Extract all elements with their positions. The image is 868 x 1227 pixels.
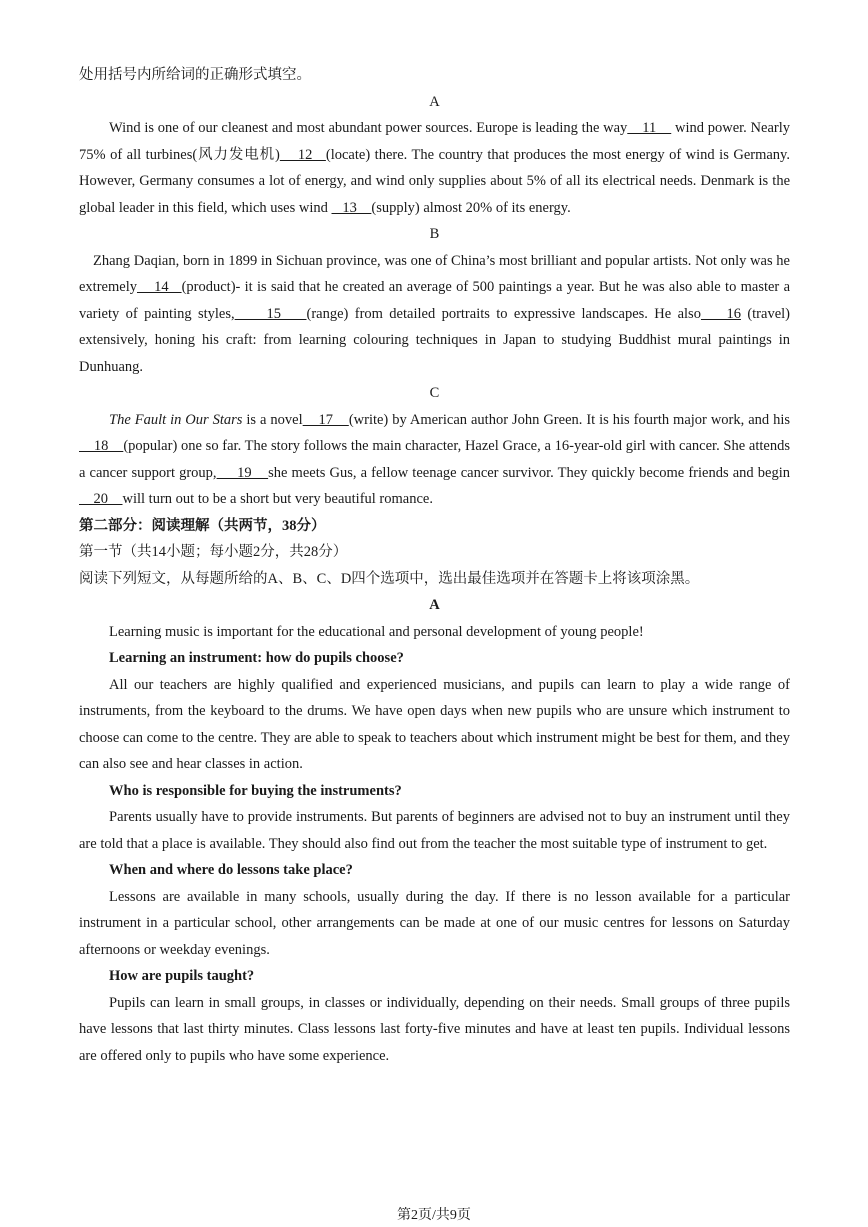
passage-b-text <box>79 248 790 381</box>
passage-c-text-2: (write) by American author John Green. It is his fourth major work, and his <box>348 411 791 428</box>
passage-b-label: B <box>429 226 440 242</box>
passage-c-text-4: she meets Gus, a fellow teenage cancer survivor. They quickly become friends and begin <box>268 464 791 481</box>
passage-b-text-4: (travel) extensively, honing his craft: from learning colouring techniques in Japan to studying Buddhist mural paintings in Dunhuang. <box>79 305 790 375</box>
part-2-heading: 第二部分：阅读理解（共两节，38分） <box>79 517 326 534</box>
reading-answer-4: Pupils can learn in small groups, in classes or individually, depending on their needs. Small groups of three pupils have lessons that last thirty minutes. Class lessons last forty-five minutes and have at least ten pupils. Individual lessons are offered only to pupils who have some experience. <box>79 994 790 1064</box>
passage-a-text-4: (supply) almost 20% of its energy. <box>371 199 571 216</box>
passage-c-text-3: (popular) one so far. The story follows the main character, Hazel Grace, a 16-year-old girl with cancer. She attends a cancer support group, <box>79 438 790 481</box>
blank-20[interactable]: 20 <box>79 491 123 507</box>
passage-b-text-2: (product)- it is said that he created an average of 500 paintings a year. But he was also able to master a variety of painting styles, <box>79 279 790 322</box>
passage-a-label: A <box>429 93 440 110</box>
blank-13[interactable]: 13 <box>331 199 372 216</box>
reading-question-1: Learning an instrument: how do pupils choose? <box>109 650 404 666</box>
reading-answer-1: All our teachers are highly qualified and experienced musicians, and pupils can learn to play a wide range of instruments, from the keyboard to the drums. We have open days when new pupils who are unsure which instrument to choose can come to the centre. They are able to speak to teachers about which instrument might be best for them, and they can also see and hear classes in action. <box>79 676 790 772</box>
fill-in-instruction: 处用括号内所给词的正确形式填空。 <box>79 67 311 83</box>
reading-passage-a-label: A <box>429 597 440 613</box>
page-content <box>79 62 790 1069</box>
reading-question-3: When and where do lessons take place? <box>109 862 353 878</box>
passage-c-text-1: is a novel <box>242 411 303 428</box>
passage-a-text-2: wind power. Nearly 75% of all turbines(风力发电机) <box>79 120 790 163</box>
passage-b-text-1: Zhang Daqian, born in 1899 in Sichuan province, was one of China’s most brilliant and popular artists. Not only was he extremely <box>79 252 790 295</box>
blank-14[interactable]: 14 <box>136 279 182 295</box>
passage-a-text-1: Wind is one of our cleanest and most abundant power sources. Europe is leading the way <box>109 120 628 136</box>
passage-c-text-5: will turn out to be a short but very beautiful romance. <box>122 491 433 507</box>
reading-question-4: How are pupils taught? <box>109 968 255 984</box>
page-number: 第2页/共9页 <box>397 1208 471 1223</box>
blank-17[interactable]: 17 <box>302 411 349 428</box>
reading-instruction: 阅读下列短文，从每题所给的A、B、C、D四个选项中，选出最佳选项并在答题卡上将该项涂黑。 <box>79 570 700 587</box>
passage-c-label: C <box>429 385 440 401</box>
blank-11[interactable]: 11 <box>627 120 672 136</box>
blank-18[interactable]: 18 <box>79 438 124 454</box>
blank-16[interactable]: 16 <box>700 305 741 322</box>
passage-a-text <box>79 115 790 221</box>
blank-12[interactable]: 12 <box>279 146 326 163</box>
blank-19[interactable]: 19 <box>216 464 269 481</box>
reading-question-2: Who is responsible for buying the instruments? <box>109 782 402 799</box>
reading-answer-2: Parents usually have to provide instruments. But parents of beginners are advised not to buy an instrument until they are told that a place is available. They should also find out from the teacher the most suitable type of instrument to get. <box>79 809 790 852</box>
passage-c-text <box>79 407 790 513</box>
book-title: The Fault in Our Stars <box>109 411 243 428</box>
reading-answer-3: Lessons are available in many schools, usually during the day. If there is no lesson available for a particular instrument in a particular school, other arrangements can be made at one of our music centres for lessons on Saturday afternoons or weekday evenings. <box>79 888 790 958</box>
section-1-heading: 第一节（共14小题；每小题2分，共28分） <box>79 544 348 560</box>
passage-b-text-3: (range) from detailed portraits to expressive landscapes. He also <box>306 305 701 322</box>
reading-intro: Learning music is important for the educational and personal development of young people! <box>109 623 644 640</box>
passage-a-text-3: (locate) there. The country that produces the most energy of wind is Germany. However, Germany consumes a lot of energy, and wind only supplies about 5% of all its electrical needs. Denmark is the global leader in this field, which uses wind <box>79 146 790 216</box>
blank-15[interactable]: 15 <box>234 305 307 322</box>
